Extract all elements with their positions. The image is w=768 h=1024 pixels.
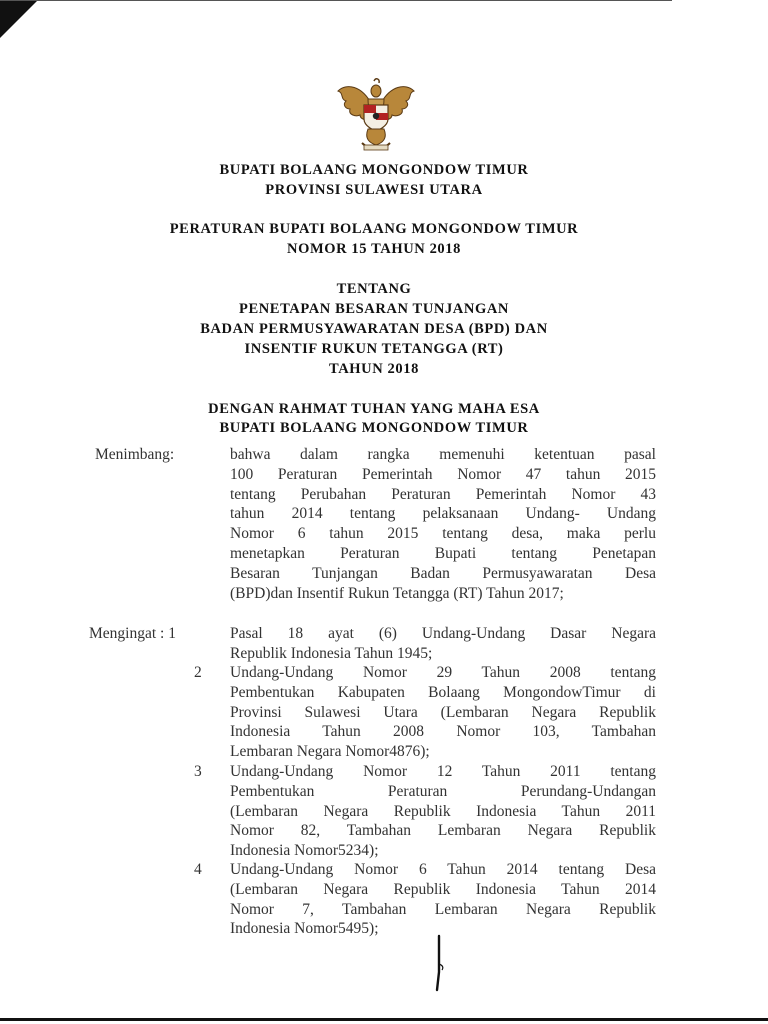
garuda-emblem-icon	[334, 75, 418, 155]
text-line: menetapkan Peraturan Bupati tentang Penetapan	[230, 544, 656, 562]
text-line: Indonesia Tahun 2008 Nomor 103, Tambahan	[230, 723, 656, 741]
mengingat-item-3	[230, 762, 656, 861]
text-line: (BPD)dan Insentif Rukun Tetangga (RT) Tahun 2017;	[230, 584, 564, 602]
text-line: Undang-Undang Nomor 29 Tahun 2008 tentang	[230, 664, 656, 681]
subject-year: TAHUN 2018	[329, 361, 419, 377]
regent-title: BUPATI BOLAANG MONGONDOW TIMUR	[219, 162, 529, 178]
page-corner-fold	[0, 0, 38, 38]
text-line: Republik Indonesia Tahun 1945;	[230, 644, 433, 662]
mengingat-label: Mengingat : 1	[89, 625, 176, 642]
regulation-title: PERATURAN BUPATI BOLAANG MONGONDOW TIMUR	[169, 221, 579, 237]
text-line: Provinsi Sulawesi Utara (Lembaran Negara Republik	[230, 703, 656, 721]
subject-line-1: PENETAPAN BESARAN TUNJANGAN	[239, 301, 509, 317]
text-line: Nomor 7, Tambahan Lembaran Negara Republik	[230, 900, 656, 918]
text-line: Indonesia Nomor5234);	[230, 842, 379, 860]
text-line: Indonesia Nomor5495);	[230, 920, 379, 938]
preamble-line-1: DENGAN RAHMAT TUHAN YANG MAHA ESA	[208, 401, 540, 417]
subject-label: TENTANG	[336, 281, 412, 297]
text-line: Nomor 82, Tambahan Lembaran Negara Republik	[230, 822, 656, 840]
text-line: Nomor 6 tahun 2015 tentang desa, maka perlu	[230, 525, 656, 543]
text-line: tentang Perubahan Peraturan Pemerintah Nomor 43	[230, 485, 656, 503]
menimbang-paragraph	[230, 445, 656, 603]
top-rule	[0, 0, 672, 1]
bottom-rule	[0, 1018, 768, 1021]
mengingat-item-4	[230, 860, 656, 939]
item-number: 2	[194, 664, 202, 681]
text-line: Lembaran Negara Nomor4876);	[230, 743, 430, 761]
subject-line-2: BADAN PERMUSYAWARATAN DESA (BPD) DAN	[200, 321, 548, 337]
item-number: 3	[194, 763, 202, 780]
preamble-line-2: BUPATI BOLAANG MONGONDOW TIMUR	[219, 420, 529, 436]
menimbang-label: Menimbang:	[95, 446, 175, 463]
text-line: Pembentukan Peraturan Perundang-Undangan	[230, 782, 656, 800]
regulation-number: NOMOR 15 TAHUN 2018	[287, 241, 461, 257]
text-line: bahwa dalam rangka memenuhi ketentuan pasal	[230, 446, 656, 463]
initial-mark-icon	[430, 934, 450, 992]
province-title: PROVINSI SULAWESI UTARA	[265, 182, 483, 198]
subject-line-3: INSENTIF RUKUN TETANGGA (RT)	[244, 341, 504, 357]
text-line: (Lembaran Negara Republik Indonesia Tahun 2014	[230, 880, 656, 898]
mengingat-item-2	[230, 663, 656, 762]
text-line: Pembentukan Kabupaten Bolaang MongondowTimur di	[230, 683, 656, 701]
mengingat-item-1	[230, 624, 656, 664]
text-line: tahun 2014 tentang pelaksanaan Undang- Undang	[230, 505, 656, 523]
text-line: Undang-Undang Nomor 12 Tahun 2011 tentang	[230, 763, 656, 780]
text-line: (Lembaran Negara Republik Indonesia Tahun 2011	[230, 802, 656, 820]
item-number: 4	[194, 861, 202, 878]
text-line: 100 Peraturan Pemerintah Nomor 47 tahun 2015	[230, 465, 656, 483]
text-line: Besaran Tunjangan Badan Permusyawaratan Desa	[230, 564, 656, 582]
text-line: Pasal 18 ayat (6) Undang-Undang Dasar Negara	[230, 625, 656, 642]
text-line: Undang-Undang Nomor 6 Tahun 2014 tentang Desa	[230, 861, 656, 878]
